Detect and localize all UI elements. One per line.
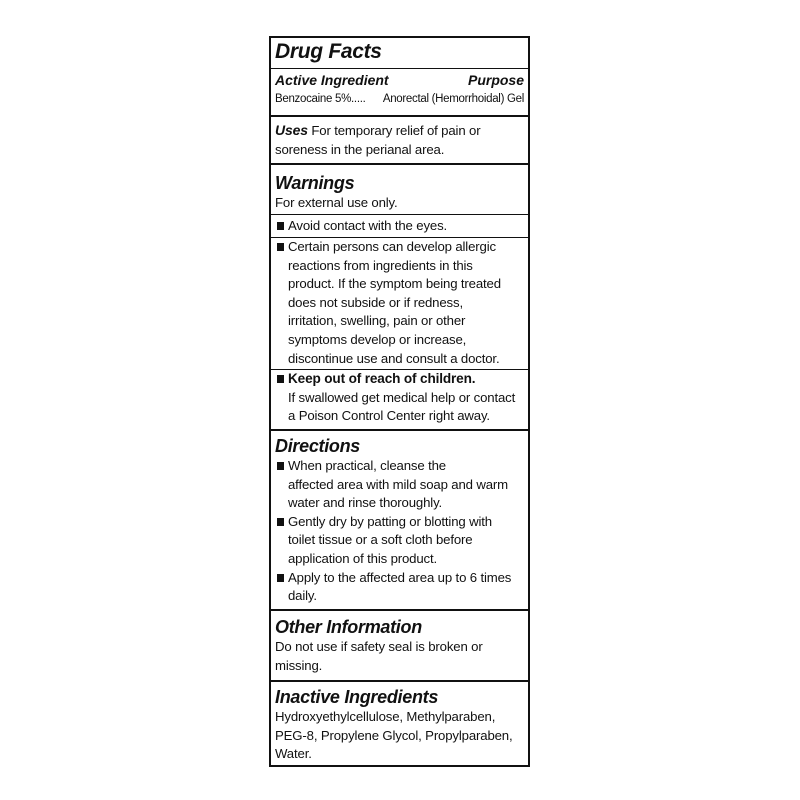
inactive-ingredients-heading: Inactive Ingredients <box>275 687 439 707</box>
active-ingredient-name: Benzocaine 5% <box>275 93 352 105</box>
direction-line: application of this product. <box>288 550 438 566</box>
keep-out-of-reach-heading: Keep out of reach of children. <box>288 371 476 386</box>
inactive-ingredients-line: Hydroxyethylcellulose, Methylparaben, <box>275 709 496 724</box>
warning-item <box>271 217 528 236</box>
active-ingredient-heading: Active Ingredient <box>275 72 389 88</box>
divider <box>271 214 528 215</box>
warning-item-line: discontinue use and consult a doctor. <box>288 350 500 366</box>
directions-section <box>271 436 528 606</box>
dot-leader: ..... <box>351 93 366 105</box>
bullet-square-icon <box>277 518 284 526</box>
drug-facts-panel <box>269 36 530 767</box>
direction-line: Gently dry by patting or blotting with <box>288 513 492 529</box>
warning-item-text: Avoid contact with the eyes. <box>288 218 448 233</box>
bullet-square-icon <box>277 375 284 383</box>
warning-item-line: Certain persons can develop allergic <box>288 239 496 254</box>
bullet-square-icon <box>277 574 284 582</box>
warning-item-line: does not subside or if redness, <box>288 294 463 310</box>
inactive-ingredients-line: PEG-8, Propylene Glycol, Propylparaben, <box>275 727 513 743</box>
uses-heading: Uses <box>275 122 308 138</box>
uses-section <box>271 122 528 159</box>
active-ingredient-section <box>271 72 528 107</box>
warnings-section <box>271 173 528 213</box>
direction-line: daily. <box>288 588 317 604</box>
other-information-line: missing. <box>275 657 323 673</box>
direction-line: toilet tissue or a soft cloth before <box>288 532 473 548</box>
warning-item-line: If swallowed get medical help or contact <box>288 389 516 405</box>
other-information-line: Do not use if safety seal is broken or <box>275 639 483 654</box>
warning-item-line: reactions from ingredients in this <box>288 257 473 273</box>
divider <box>271 609 528 611</box>
uses-text-line: For temporary relief of pain or <box>311 123 481 138</box>
bullet-square-icon <box>277 243 284 251</box>
direction-line: water and rinse thoroughly. <box>288 495 443 511</box>
warning-item-children <box>271 370 528 426</box>
inactive-ingredients-line: Water. <box>275 746 312 762</box>
directions-heading: Directions <box>275 436 361 456</box>
divider <box>271 429 528 431</box>
direction-line: affected area with mild soap and warm <box>288 476 508 492</box>
drug-facts-title: Drug Facts <box>275 40 382 63</box>
warning-item <box>271 238 528 368</box>
direction-line: Apply to the affected area up to 6 times <box>288 569 512 585</box>
warning-item-line: symptoms develop or increase, <box>288 331 467 347</box>
direction-line: When practical, cleanse the <box>288 458 446 473</box>
uses-text-line: soreness in the perianal area. <box>275 141 445 157</box>
warning-item-line: irritation, swelling, pain or other <box>288 313 466 329</box>
drug-facts-title-section <box>271 40 528 64</box>
warning-item-line: product. If the symptom being treated <box>288 276 501 292</box>
divider <box>271 115 528 117</box>
inactive-ingredients-section <box>271 687 528 764</box>
active-ingredient-purpose: Anorectal (Hemorrhoidal) Gel <box>382 93 524 105</box>
warnings-heading: Warnings <box>275 173 355 193</box>
divider <box>271 68 528 69</box>
other-information-section <box>271 617 528 675</box>
bullet-square-icon <box>277 222 284 230</box>
warning-item-line: a Poison Control Center right away. <box>288 408 490 424</box>
warnings-intro: For external use only. <box>275 195 398 210</box>
other-information-heading: Other Information <box>275 617 422 637</box>
bullet-square-icon <box>277 462 284 470</box>
divider <box>271 163 528 165</box>
purpose-heading: Purpose <box>467 72 524 88</box>
divider <box>271 680 528 682</box>
